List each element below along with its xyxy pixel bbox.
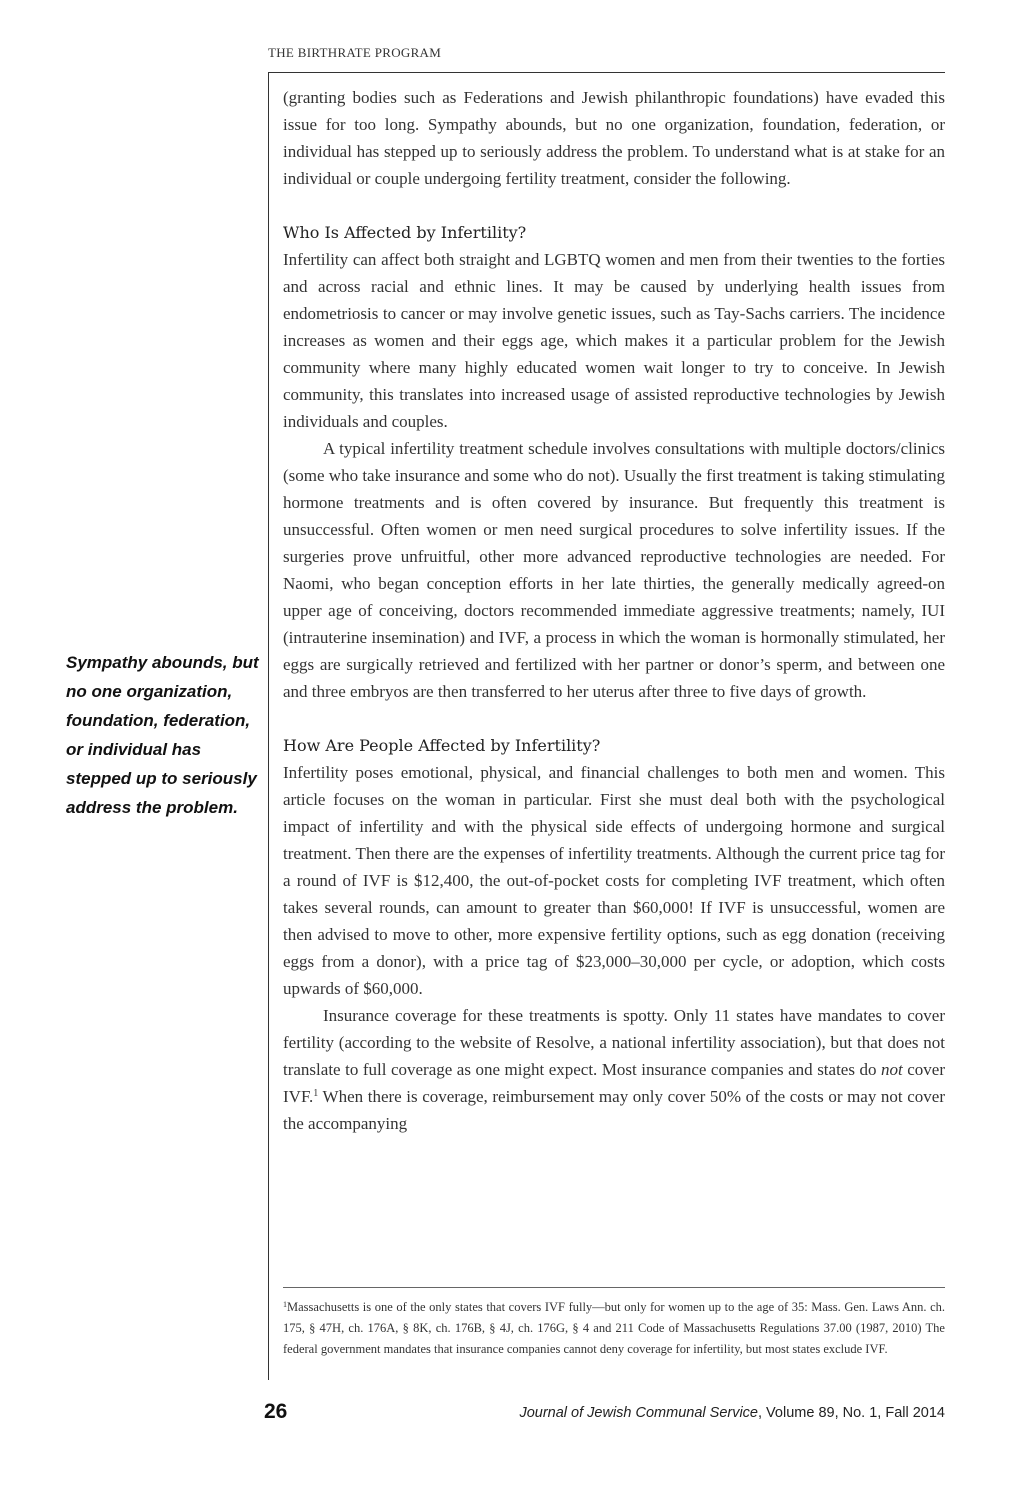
body-paragraph: Infertility can affect both straight and LGBTQ women and men from their twenties to the forties and across racial and ethnic lines. It may be caused by underlying health issues from endometriosis to cancer or may involve genetic issues, such as Tay-Sachs carriers. The incidence increases as women and their eggs age, which makes it a particular problem for the Jewish community where many highly educated women wait longer to try to conceive. In Jewish community, this translates into increased usage of assisted reproductive technologies by Jewish individuals and couples. — [283, 250, 945, 431]
body-paragraph: Infertility poses emotional, physical, and financial challenges to both men and women. This article focuses on the woman in particular. First she must deal both with the psychological impact of infertility and with the physical side effects of undergoing hormone and surgical treatment. Then there are the expenses of infertility treatments. Although the current price tag for a round of IVF is $12,400, the out-of-pocket costs for completing IVF treatment, which often takes several rounds, can amount to greater than $60,000! If IVF is unsuccessful, women are then advised to move to other, more expensive fertility options, such as egg donation (receiving eggs from a donor), with a price tag of $23,000–30,000 per cycle, or adoption, which costs upwards of $60,000. — [283, 763, 945, 998]
emphasis-not: not — [880, 1060, 903, 1079]
journal-issue: , Volume 89, No. 1, Fall 2014 — [758, 1405, 945, 1421]
header-rule — [268, 72, 945, 73]
footnote — [283, 1297, 945, 1360]
running-head: THE BIRTHRATE PROGRAM — [268, 45, 442, 60]
page-number: 26 — [264, 1400, 288, 1423]
footnote-rule — [283, 1287, 945, 1288]
journal-citation — [519, 1405, 945, 1421]
section-heading-who-is-affected: Who Is Affected by Infertility? — [283, 223, 527, 242]
intro-paragraph: (granting bodies such as Federations and Jewish philanthropic foundations) have evaded this issue for too long. Sympathy abounds, but no one organization, foundation, federation, or individual has stepped up to seriously address the problem. To understand what is at stake for an individual or couple undergoing fertility treatment, consider the following. — [283, 88, 945, 188]
pull-quote: Sympathy abounds, but no one organization, foundation, federation, or individual has stepped up to seriously address the problem. — [66, 653, 259, 817]
body-paragraph-insurance — [283, 1002, 945, 1137]
text-run: cover IVF. — [283, 1060, 945, 1106]
text-run: Insurance coverage for these treatments is spotty. Only 11 states have mandates to cover fertility (according to the website of Resolve, a national infertility association), but that does not translate to full coverage as one might expect. Most insurance companies and states do — [283, 1006, 945, 1079]
footnote-mark: 1 — [283, 1300, 287, 1309]
footnote-text: Massachusetts is one of the only states that covers IVF fully—but only for women up to the age of 35: Mass. Gen. Laws Ann. ch. 175, § 47H, ch. 176A, § 8K, ch. 176B, § 4J, ch. 176G, § 4 and 211 Code of Massachusetts Regulations 37.00 (1987, 2010) The federal government mandates that insurance companies cannot deny coverage for infertility, but most states exclude IVF. — [283, 1300, 945, 1356]
section-heading-how-are-people-affected: How Are People Affected by Infertility? — [283, 736, 601, 755]
footnote-reference[interactable]: 1 — [313, 1088, 319, 1099]
journal-title: Journal of Jewish Communal Service — [519, 1405, 758, 1421]
article-body — [283, 84, 945, 1137]
column-rule — [268, 72, 269, 1380]
text-run: When there is coverage, reimbursement may only cover 50% of the costs or may not cover the accompanying — [283, 1087, 945, 1133]
body-paragraph: A typical infertility treatment schedule involves consultations with multiple doctors/clinics (some who take insurance and some who do not). Usually the first treatment is taking stimulating hormone treatments and is often covered by insurance. But frequently this treatment is unsuccessful. Often women or men need surgical procedures to solve infertility issues. If the surgeries prove unfruitful, other more advanced reproductive technologies are needed. For Naomi, who began conception efforts in her late thirties, the generally medically agreed-on upper age of conceiving, doctors recommended immediate aggressive treatments; namely, IUI (intrauterine insemination) and IVF, a process in which the woman is hormonally stimulated, her eggs are surgically retrieved and fertilized with her partner or donor’s sperm, and between one and three embryos are then transferred to her uterus after three to five days of growth. — [283, 439, 945, 701]
